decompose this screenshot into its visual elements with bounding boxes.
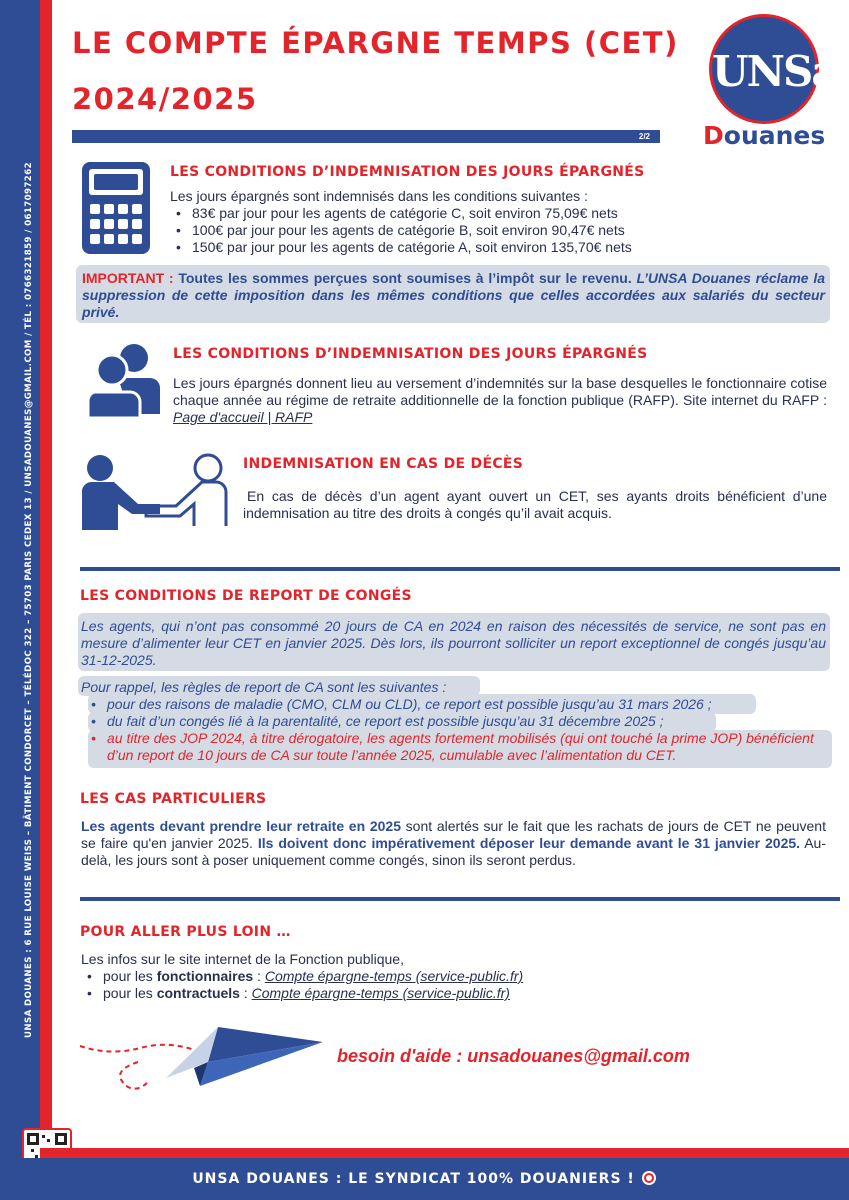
indemnisation-body xyxy=(170,188,770,256)
report-para-1: Les agents, qui n’ont pas consommé 20 jours de CA en 2024 en raison des nécessités de service, ne sont pas en mesure d’alimenter leur CET en janvier 2025. Dès lors, ils pourront solliciter un report exceptionnel de congés jusqu’au 31-12-2025. xyxy=(81,618,826,668)
list-item: • 100€ par jour pour les agents de catégorie B, soit environ 90,47€ nets xyxy=(168,222,770,239)
fonctionnaires-link[interactable]: Compte épargne-temps (service-public.fr) xyxy=(264,968,524,984)
report-para-2: Pour rappel, les règles de report de CA sont les suivantes : xyxy=(81,679,447,695)
section-title-particuliers: LES CAS PARTICULIERS xyxy=(80,791,267,807)
list-item: • pour les fonctionnaires : Compte épargne-temps (service-public.fr) xyxy=(79,968,781,985)
section-title-plus-loin: POUR ALLER PLUS LOIN … xyxy=(80,924,291,940)
particuliers-body: Les agents devant prendre leur retraite en 2025 sont alertés sur le fait que les rachats de jours de CET ne peuvent se faire qu'en janvier 2025. Ils doivent donc impérativement déposer leur demande avant le 31 janvier 2025. Au-delà, les jours sont à poser uniquement comme congés, sinon ils seront perdus. xyxy=(81,818,827,868)
header-bar xyxy=(72,130,660,143)
separator xyxy=(80,567,840,571)
side-band xyxy=(0,0,40,1200)
page-number: 2/2 xyxy=(638,132,650,141)
paper-plane-icon xyxy=(78,1022,328,1092)
page-title: LE COMPTE ÉPARGNE TEMPS (CET) xyxy=(72,26,679,60)
list-item: • du fait d’un congés lié à la parentalité, ce report est possible jusqu’au 31 décembre 2025 ; xyxy=(83,713,826,730)
side-address: UNSA DOUANES : 6 RUE LOUISE WEISS – BÂTIMENT CONDORCET – TÉLÉDOC 322 – 75703 PARIS CEDEX 13 / UNSADOUANES@GMAIL.COM / TÉL : 0766321859 / 0617097262 xyxy=(24,162,34,1038)
rafp-body: Les jours épargnés donnent lieu au versement d’indemnités sur la base desquelles le fonctionnaire cotise chaque année au régime de retraite additionnelle de la fonction publique (RAFP). Site internet du RAFP : Page d'accueil | RAFP xyxy=(173,375,827,425)
help-contact[interactable]: besoin d'aide : unsadouanes@gmail.com xyxy=(337,1046,690,1066)
page-subtitle: 2024/2025 xyxy=(72,82,258,116)
calculator-icon xyxy=(80,160,152,256)
list-item: • 150€ par jour pour les agents de catégorie A, soit environ 135,70€ nets xyxy=(168,239,770,256)
footer-slogan: UNSA DOUANES : LE SYNDICAT 100% DOUANIERS ! xyxy=(0,1158,849,1200)
deces-body: En cas de décès d’un agent ayant ouvert un CET, ses ayants droits bénéficient d’une indemnisation au titre des droits à congés qu’il avait acquis. xyxy=(243,488,827,521)
logo-mark: UNSa xyxy=(712,47,837,96)
list-item: • pour les contractuels : Compte épargne-temps (service-public.fr) xyxy=(79,985,781,1002)
separator xyxy=(80,897,840,901)
unsa-logo xyxy=(703,14,837,150)
people-icon xyxy=(88,342,160,418)
section-title-rafp: LES CONDITIONS D’INDEMNISATION DES JOURS ÉPARGNÉS xyxy=(173,346,648,362)
section-title-indemnisation: LES CONDITIONS D’INDEMNISATION DES JOURS ÉPARGNÉS xyxy=(170,164,645,180)
logo-circle xyxy=(709,14,837,124)
contractuels-link[interactable]: Compte épargne-temps (service-public.fr) xyxy=(251,985,510,1001)
list-item: • pour des raisons de maladie (CMO, CLM ou CLD), ce report est possible jusqu’au 31 mars 2026 ; xyxy=(83,696,826,713)
list-item: • au titre des JOP 2024, à titre dérogatoire, les agents fortement mobilisés (qui ont touché la prime JOP) bénéficient d’un report de 10 jours de CA sur toute l’année 2025, cumulable avec l’alimentation du CET. xyxy=(83,730,826,764)
section-title-deces: INDEMNISATION EN CAS DE DÉCÈS xyxy=(243,456,524,472)
logo-word: Douanes xyxy=(703,121,826,150)
section-title-report: LES CONDITIONS DE REPORT DE CONGÉS xyxy=(80,588,412,604)
footer-stripe xyxy=(40,1148,849,1158)
report-rules xyxy=(81,679,826,764)
logo-small-icon xyxy=(641,1170,657,1186)
important-note: IMPORTANT : Toutes les sommes perçues sont soumises à l’impôt sur le revenu. L’UNSA Douanes réclame la suppression de cette imposition dans les mêmes conditions que celles accordées aux salariés du secteur privé. xyxy=(82,270,825,320)
list-item: • 83€ par jour pour les agents de catégorie C, soit environ 75,09€ nets xyxy=(168,205,770,222)
footer xyxy=(0,1158,849,1200)
rafp-link[interactable]: Page d'accueil | RAFP xyxy=(173,409,313,425)
side-red-stripe xyxy=(40,0,52,1160)
plus-loin-intro: Les infos sur le site internet de la Fonction publique, xyxy=(81,951,404,967)
handshake-icon xyxy=(80,450,230,530)
plus-loin-body xyxy=(81,951,781,1002)
indemnisation-intro: Les jours épargnés sont indemnisés dans les conditions suivantes : xyxy=(170,188,588,204)
